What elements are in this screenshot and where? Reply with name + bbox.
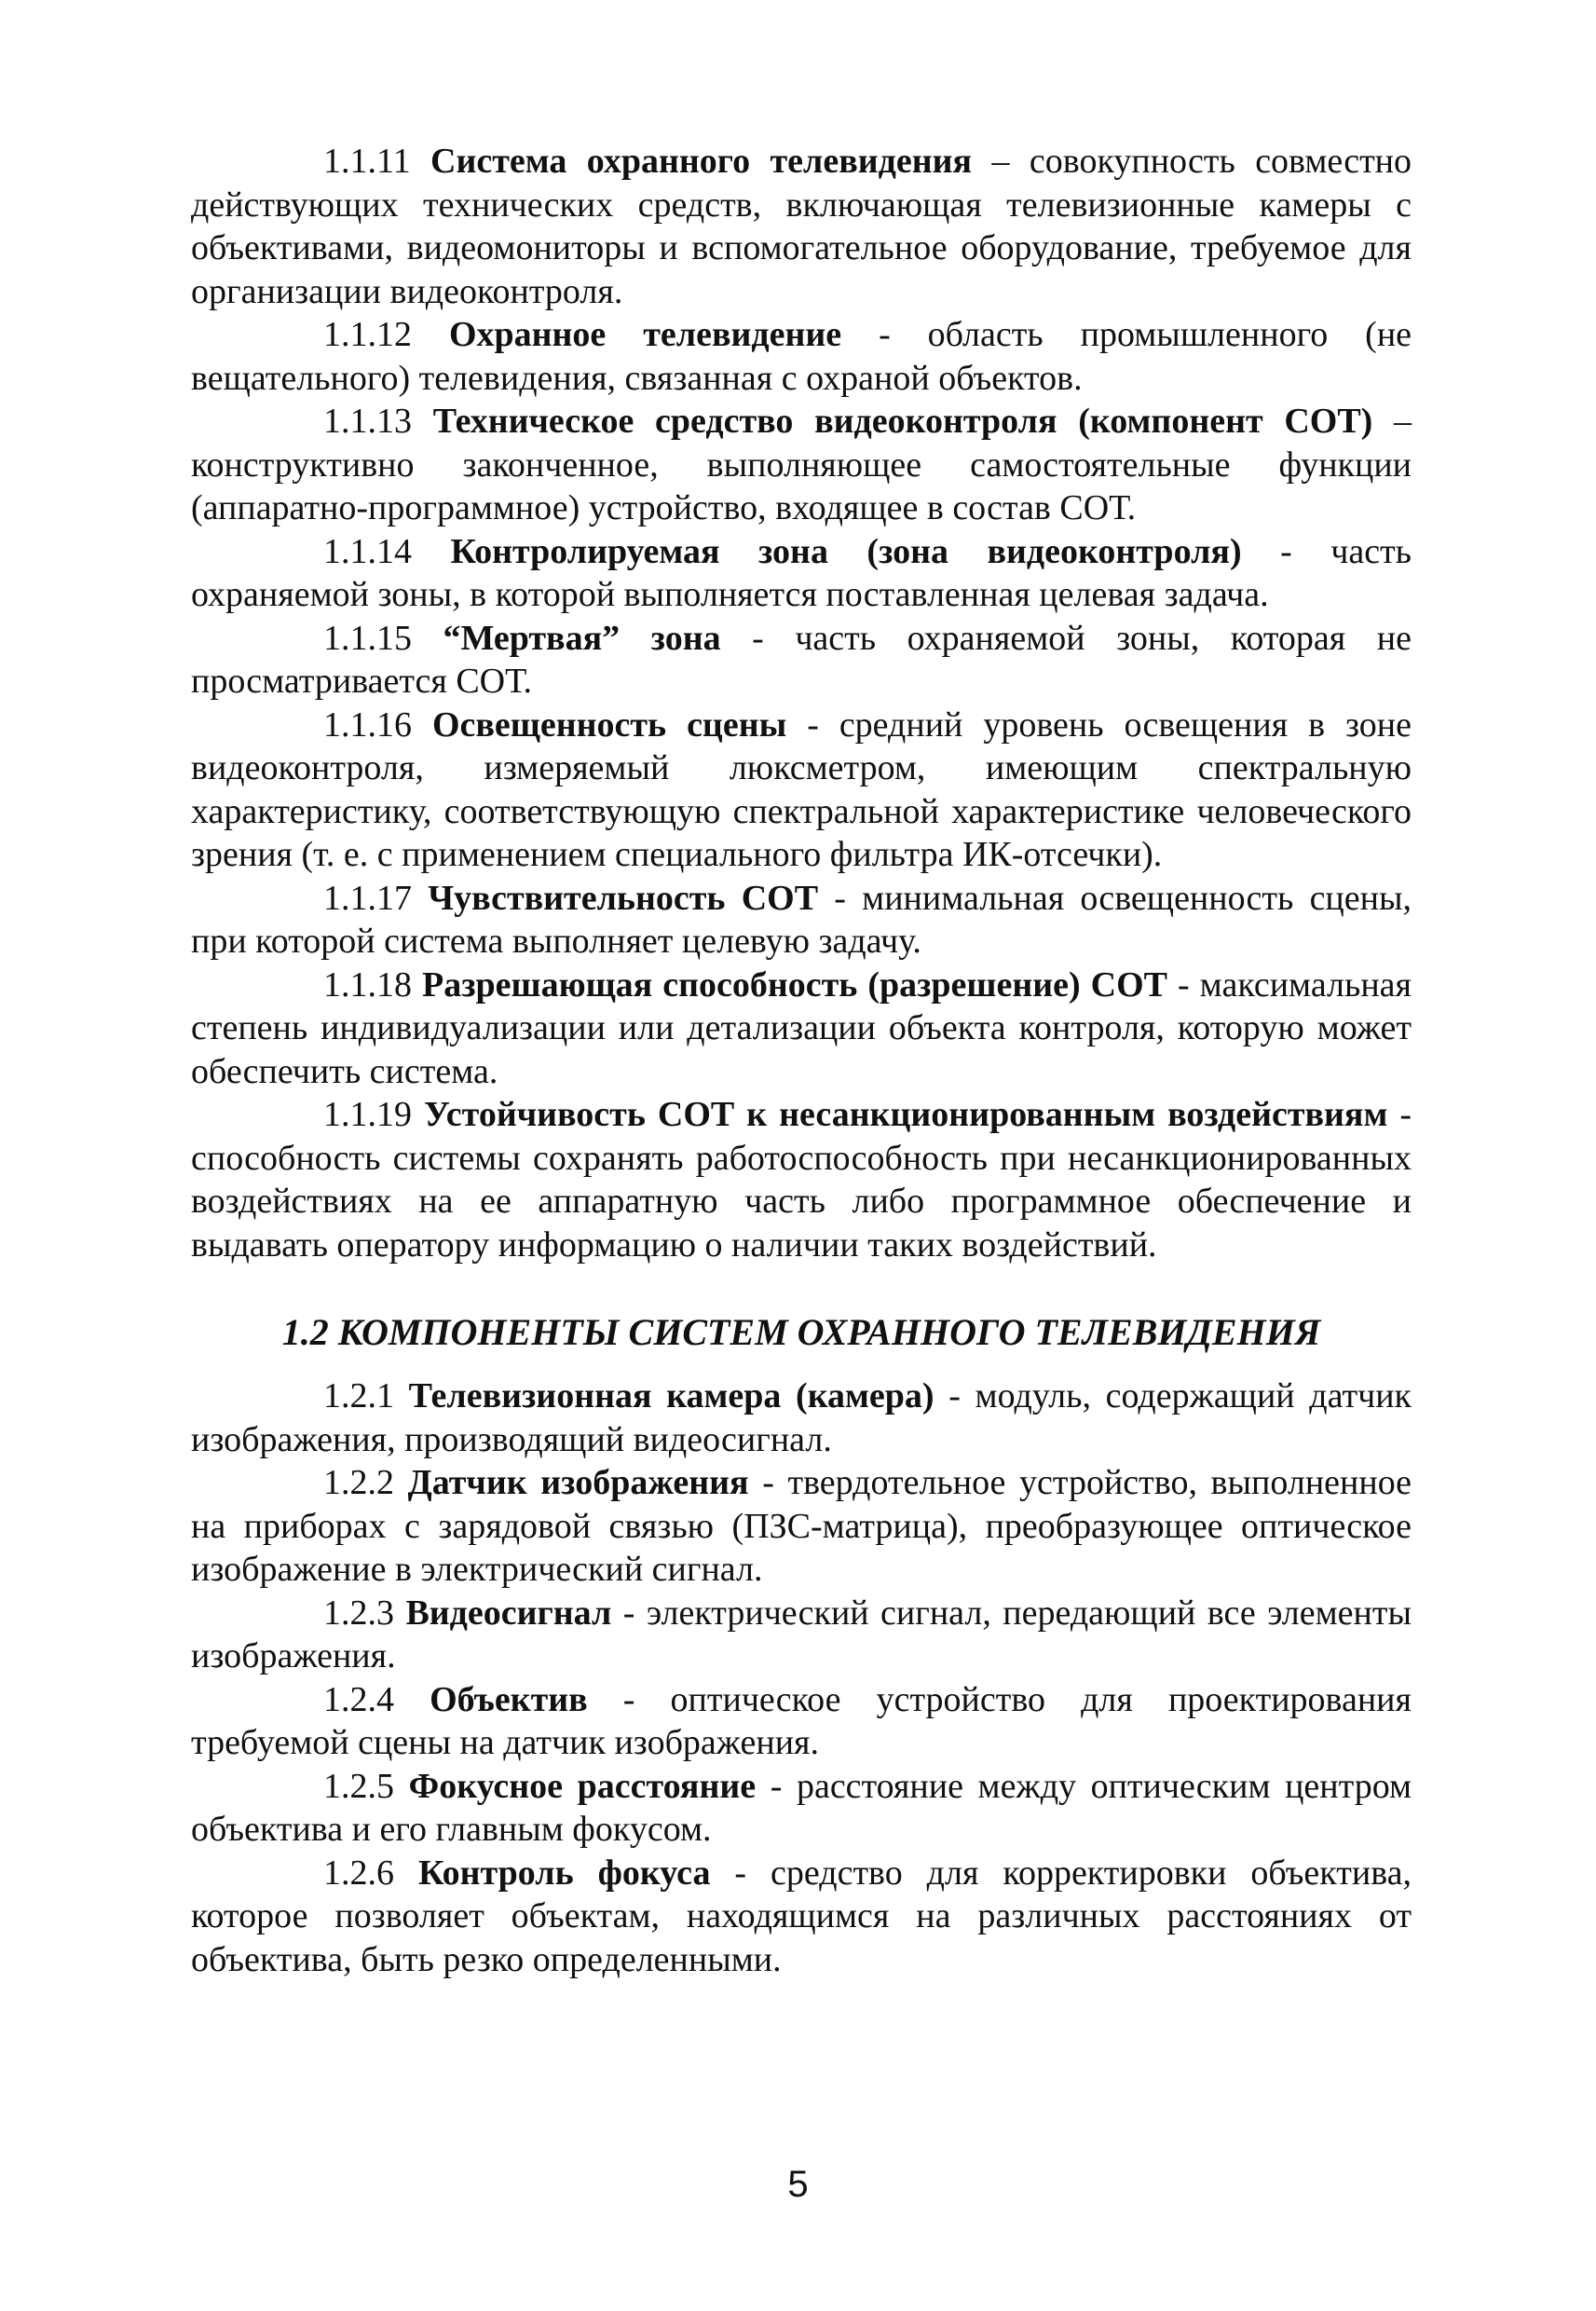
separator: -	[934, 1376, 975, 1415]
separator: –	[972, 142, 1030, 181]
definition-paragraph	[191, 877, 1412, 964]
separator: -	[1167, 964, 1200, 1005]
definition-text: совокупность совместно действующих технических средств, включающая телевизионные камеры с объективами, видеомониторы и вспомогательное оборудование, требуемое для организации видеоконтроля.	[191, 142, 1412, 311]
definition-paragraph	[191, 1852, 1412, 1982]
definition-paragraph	[191, 617, 1412, 704]
clause-number: 1.1.17	[323, 878, 412, 918]
term: Видеосигнал	[405, 1593, 612, 1633]
clause-number: 1.1.16	[323, 704, 412, 745]
term: Охранное телевидение	[448, 315, 842, 354]
clause-number: 1.2.6	[323, 1853, 394, 1893]
separator: -	[748, 1463, 788, 1502]
definition-text: расстояние между оптическим центром объектива и его главным фокусом.	[191, 1766, 1412, 1849]
clause-number: 1.1.11	[323, 142, 411, 181]
separator: -	[841, 315, 928, 354]
term: Система охранного телевидения	[430, 142, 973, 181]
term: Техническое средство видеоконтроля (компонент СОТ)	[432, 402, 1373, 441]
term: “Мертвая” зона	[443, 618, 721, 658]
separator: -	[1241, 531, 1331, 571]
clause-number: 1.2.2	[323, 1463, 394, 1502]
separator: -	[786, 704, 839, 745]
separator: -	[720, 618, 796, 658]
separator: -	[587, 1679, 671, 1719]
clause-number: 1.2.4	[323, 1679, 394, 1719]
section-heading: 1.2 КОМПОНЕНТЫ СИСТЕМ ОХРАННОГО ТЕЛЕВИДЕНИЯ	[281, 1311, 1321, 1353]
clause-number: 1.1.15	[323, 618, 412, 658]
clause-number: 1.2.1	[323, 1376, 394, 1415]
definition-paragraph	[191, 140, 1412, 313]
definition-text: минимальная освещенность сцены, при которой система выполняет целевую задачу.	[191, 878, 1412, 961]
definitions-section-1-1	[191, 140, 1412, 1266]
clause-number: 1.2.5	[323, 1766, 394, 1806]
definition-text: средство для корректировки объектива, которое позволяет объектам, находящимся на различных расстояниях от объектива, быть резко определенными.	[191, 1853, 1412, 1979]
definition-paragraph	[191, 400, 1412, 530]
definition-text: область промышленного (не вещательного) телевидения, связанная с охраной объектов.	[191, 315, 1412, 398]
definition-text: часть охраняемой зоны, которая не просматривается СОТ.	[191, 618, 1412, 701]
definition-text: способность системы сохранять работоспособность при несанкционированных воздействиях на ее аппаратную часть либо программное обеспечение и выдавать оператору информацию о наличии таких воздействий.	[191, 1138, 1412, 1265]
clause-number: 1.1.19	[323, 1095, 412, 1134]
definition-text: твердотельное устройство, выполненное на приборах с зарядовой связью (ПЗС-матрица), преобразующее оптическое изображение в электрический сигнал.	[191, 1463, 1412, 1589]
term: Разрешающая способность (разрешение) СОТ	[422, 964, 1168, 1005]
term: Датчик изображения	[407, 1463, 749, 1502]
term: Фокусное расстояние	[408, 1766, 757, 1806]
clause-number: 1.1.18	[323, 964, 412, 1005]
definitions-section-1-2	[191, 1374, 1412, 1981]
definition-text: оптическое устройство для проектирования требуемой сцены на датчик изображения.	[191, 1679, 1412, 1762]
term: Устойчивость СОТ к несанкционированным воздействиям	[424, 1095, 1388, 1134]
separator: -	[756, 1766, 797, 1806]
definition-paragraph	[191, 964, 1412, 1094]
definition-paragraph	[191, 1461, 1412, 1592]
separator: -	[710, 1853, 771, 1893]
definition-text: конструктивно законченное, выполняющее самостоятельные функции (аппаратно-программное) устройство, входящее в состав СОТ.	[191, 444, 1412, 527]
term: Чувствительность СОТ	[428, 878, 819, 918]
page-number: 5	[787, 2164, 809, 2205]
separator: -	[818, 878, 863, 918]
definition-text: средний уровень освещения в зоне видеоконтроля, измеряемый люксметром, имеющим спектральную характеристику, соответствующую спектральной характеристике человеческого зрения (т. е. с применением специального фильтра ИК-отсечки).	[191, 704, 1412, 874]
clause-number: 1.2.3	[323, 1593, 394, 1633]
document-page	[191, 140, 1412, 1981]
term: Освещенность сцены	[431, 704, 787, 745]
definition-paragraph	[191, 1765, 1412, 1852]
clause-number: 1.1.13	[323, 402, 412, 441]
definition-paragraph	[191, 1093, 1412, 1266]
definition-text: модуль, содержащий датчик изображения, производящий видеосигнал.	[191, 1376, 1412, 1459]
separator: -	[611, 1593, 647, 1633]
definition-paragraph	[191, 1592, 1412, 1678]
definition-text: максимальная степень индивидуализации или детализации объекта контроля, которую может обеспечить система.	[191, 964, 1412, 1091]
term: Контролируемая зона (зона видеоконтроля)	[450, 531, 1242, 571]
separator: -	[1387, 1095, 1412, 1134]
definition-paragraph	[191, 313, 1412, 400]
clause-number: 1.1.14	[323, 531, 412, 571]
definition-paragraph	[191, 704, 1412, 877]
definition-paragraph	[191, 530, 1412, 617]
definition-paragraph	[191, 1678, 1412, 1765]
term: Контроль фокуса	[417, 1853, 711, 1893]
term: Телевизионная камера (камера)	[408, 1376, 934, 1415]
definition-text: часть охраняемой зоны, в которой выполняется поставленная целевая задача.	[191, 531, 1412, 614]
term: Объектив	[430, 1679, 588, 1719]
definition-paragraph	[191, 1374, 1412, 1461]
separator: –	[1372, 402, 1412, 441]
clause-number: 1.1.12	[323, 315, 412, 354]
definition-text: электрический сигнал, передающий все элементы изображения.	[191, 1593, 1412, 1675]
